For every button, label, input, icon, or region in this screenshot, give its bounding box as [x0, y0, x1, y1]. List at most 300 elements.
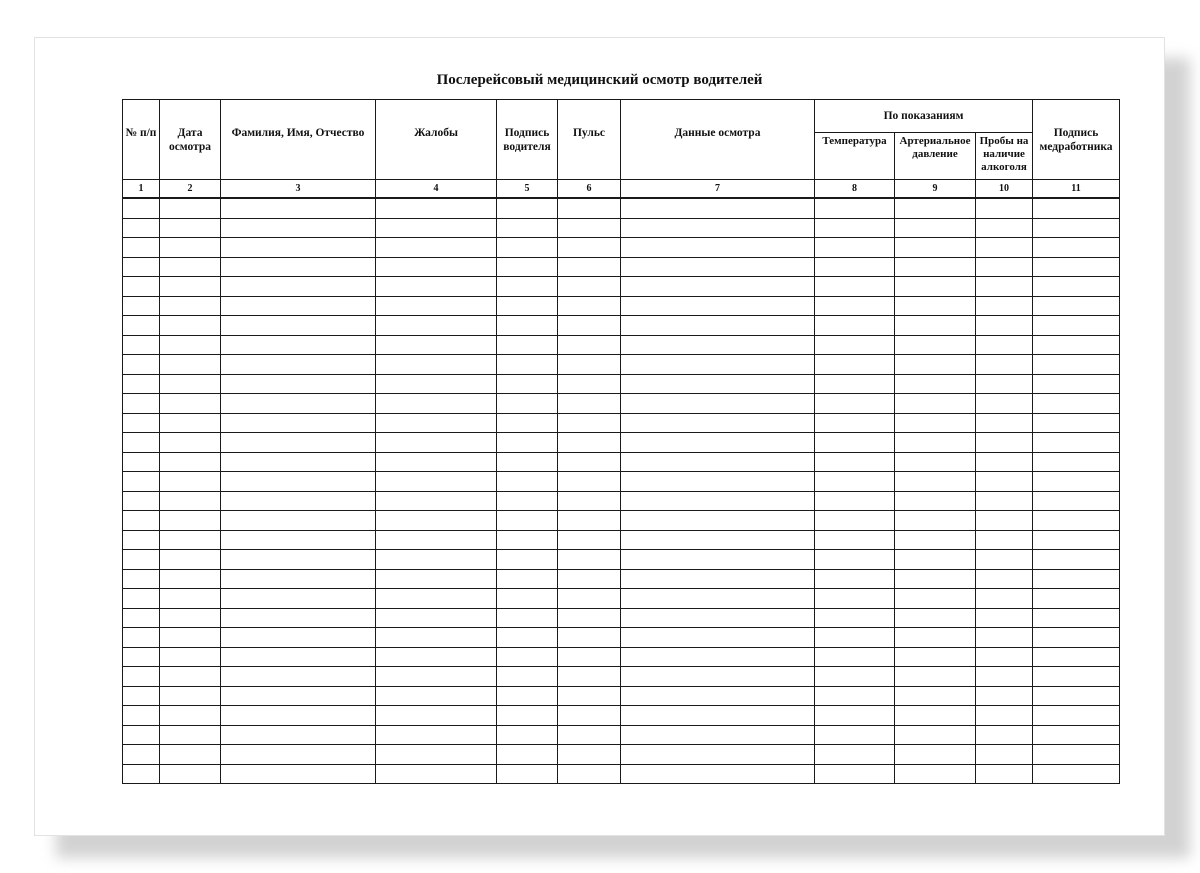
empty-cell[interactable] — [895, 628, 976, 648]
empty-cell[interactable] — [221, 296, 376, 316]
empty-cell[interactable] — [895, 686, 976, 706]
empty-cell[interactable] — [376, 355, 497, 375]
empty-cell[interactable] — [221, 413, 376, 433]
empty-cell[interactable] — [558, 725, 621, 745]
empty-cell[interactable] — [221, 589, 376, 609]
empty-cell[interactable] — [976, 764, 1033, 784]
empty-cell[interactable] — [376, 316, 497, 336]
empty-cell[interactable] — [1033, 472, 1120, 492]
empty-cell[interactable] — [558, 394, 621, 414]
empty-cell[interactable] — [123, 608, 160, 628]
empty-cell[interactable] — [815, 198, 895, 218]
empty-cell[interactable] — [376, 764, 497, 784]
empty-cell[interactable] — [976, 238, 1033, 258]
empty-cell[interactable] — [376, 667, 497, 687]
empty-cell[interactable] — [160, 550, 221, 570]
empty-cell[interactable] — [123, 628, 160, 648]
empty-cell[interactable] — [1033, 667, 1120, 687]
empty-cell[interactable] — [558, 647, 621, 667]
empty-cell[interactable] — [1033, 296, 1120, 316]
empty-cell[interactable] — [376, 550, 497, 570]
empty-cell[interactable] — [221, 198, 376, 218]
empty-cell[interactable] — [558, 257, 621, 277]
empty-cell[interactable] — [497, 491, 558, 511]
empty-cell[interactable] — [815, 569, 895, 589]
empty-cell[interactable] — [895, 452, 976, 472]
empty-cell[interactable] — [558, 218, 621, 238]
empty-cell[interactable] — [1033, 550, 1120, 570]
empty-cell[interactable] — [123, 745, 160, 765]
empty-cell[interactable] — [221, 394, 376, 414]
empty-cell[interactable] — [621, 335, 815, 355]
empty-cell[interactable] — [621, 667, 815, 687]
empty-cell[interactable] — [621, 355, 815, 375]
empty-cell[interactable] — [123, 491, 160, 511]
empty-cell[interactable] — [497, 647, 558, 667]
empty-cell[interactable] — [160, 647, 221, 667]
empty-cell[interactable] — [621, 745, 815, 765]
empty-cell[interactable] — [497, 608, 558, 628]
empty-cell[interactable] — [160, 569, 221, 589]
empty-cell[interactable] — [815, 277, 895, 297]
empty-cell[interactable] — [558, 628, 621, 648]
empty-cell[interactable] — [1033, 530, 1120, 550]
empty-cell[interactable] — [976, 335, 1033, 355]
empty-cell[interactable] — [558, 472, 621, 492]
empty-cell[interactable] — [376, 413, 497, 433]
empty-cell[interactable] — [621, 491, 815, 511]
empty-cell[interactable] — [160, 452, 221, 472]
empty-cell[interactable] — [497, 628, 558, 648]
empty-cell[interactable] — [621, 550, 815, 570]
empty-cell[interactable] — [497, 374, 558, 394]
empty-cell[interactable] — [123, 725, 160, 745]
empty-cell[interactable] — [123, 257, 160, 277]
empty-cell[interactable] — [621, 569, 815, 589]
empty-cell[interactable] — [895, 355, 976, 375]
empty-cell[interactable] — [895, 511, 976, 531]
empty-cell[interactable] — [815, 550, 895, 570]
empty-cell[interactable] — [376, 569, 497, 589]
empty-cell[interactable] — [621, 725, 815, 745]
empty-cell[interactable] — [895, 257, 976, 277]
empty-cell[interactable] — [497, 413, 558, 433]
empty-cell[interactable] — [497, 452, 558, 472]
empty-cell[interactable] — [123, 198, 160, 218]
empty-cell[interactable] — [815, 433, 895, 453]
empty-cell[interactable] — [376, 452, 497, 472]
empty-cell[interactable] — [558, 706, 621, 726]
empty-cell[interactable] — [621, 198, 815, 218]
empty-cell[interactable] — [621, 628, 815, 648]
empty-cell[interactable] — [895, 198, 976, 218]
empty-cell[interactable] — [976, 511, 1033, 531]
empty-cell[interactable] — [976, 608, 1033, 628]
empty-cell[interactable] — [1033, 764, 1120, 784]
empty-cell[interactable] — [123, 277, 160, 297]
empty-cell[interactable] — [558, 296, 621, 316]
empty-cell[interactable] — [1033, 452, 1120, 472]
empty-cell[interactable] — [221, 530, 376, 550]
empty-cell[interactable] — [815, 628, 895, 648]
empty-cell[interactable] — [497, 589, 558, 609]
empty-cell[interactable] — [221, 511, 376, 531]
empty-cell[interactable] — [558, 511, 621, 531]
empty-cell[interactable] — [815, 238, 895, 258]
empty-cell[interactable] — [123, 589, 160, 609]
empty-cell[interactable] — [221, 355, 376, 375]
empty-cell[interactable] — [895, 433, 976, 453]
empty-cell[interactable] — [895, 550, 976, 570]
empty-cell[interactable] — [815, 355, 895, 375]
empty-cell[interactable] — [123, 452, 160, 472]
empty-cell[interactable] — [621, 511, 815, 531]
empty-cell[interactable] — [497, 433, 558, 453]
empty-cell[interactable] — [221, 706, 376, 726]
empty-cell[interactable] — [895, 472, 976, 492]
empty-cell[interactable] — [497, 296, 558, 316]
empty-cell[interactable] — [160, 257, 221, 277]
empty-cell[interactable] — [895, 335, 976, 355]
empty-cell[interactable] — [497, 667, 558, 687]
empty-cell[interactable] — [160, 706, 221, 726]
empty-cell[interactable] — [376, 433, 497, 453]
empty-cell[interactable] — [815, 725, 895, 745]
empty-cell[interactable] — [221, 277, 376, 297]
empty-cell[interactable] — [221, 316, 376, 336]
empty-cell[interactable] — [376, 511, 497, 531]
empty-cell[interactable] — [160, 764, 221, 784]
empty-cell[interactable] — [976, 589, 1033, 609]
empty-cell[interactable] — [123, 667, 160, 687]
empty-cell[interactable] — [221, 764, 376, 784]
empty-cell[interactable] — [497, 550, 558, 570]
empty-cell[interactable] — [1033, 433, 1120, 453]
empty-cell[interactable] — [558, 667, 621, 687]
empty-cell[interactable] — [123, 530, 160, 550]
empty-cell[interactable] — [376, 647, 497, 667]
empty-cell[interactable] — [976, 374, 1033, 394]
empty-cell[interactable] — [160, 316, 221, 336]
empty-cell[interactable] — [123, 764, 160, 784]
empty-cell[interactable] — [497, 335, 558, 355]
empty-cell[interactable] — [558, 764, 621, 784]
empty-cell[interactable] — [123, 335, 160, 355]
empty-cell[interactable] — [976, 452, 1033, 472]
empty-cell[interactable] — [497, 277, 558, 297]
empty-cell[interactable] — [621, 433, 815, 453]
empty-cell[interactable] — [815, 296, 895, 316]
empty-cell[interactable] — [558, 316, 621, 336]
empty-cell[interactable] — [815, 413, 895, 433]
empty-cell[interactable] — [160, 394, 221, 414]
empty-cell[interactable] — [221, 745, 376, 765]
empty-cell[interactable] — [160, 667, 221, 687]
empty-cell[interactable] — [497, 511, 558, 531]
empty-cell[interactable] — [1033, 589, 1120, 609]
empty-cell[interactable] — [123, 238, 160, 258]
empty-cell[interactable] — [815, 745, 895, 765]
empty-cell[interactable] — [895, 530, 976, 550]
empty-cell[interactable] — [558, 745, 621, 765]
empty-cell[interactable] — [558, 198, 621, 218]
empty-cell[interactable] — [160, 628, 221, 648]
empty-cell[interactable] — [976, 667, 1033, 687]
empty-cell[interactable] — [160, 589, 221, 609]
empty-cell[interactable] — [558, 530, 621, 550]
empty-cell[interactable] — [1033, 238, 1120, 258]
empty-cell[interactable] — [497, 316, 558, 336]
empty-cell[interactable] — [123, 355, 160, 375]
empty-cell[interactable] — [376, 238, 497, 258]
empty-cell[interactable] — [376, 706, 497, 726]
empty-cell[interactable] — [1033, 491, 1120, 511]
empty-cell[interactable] — [558, 238, 621, 258]
empty-cell[interactable] — [221, 686, 376, 706]
empty-cell[interactable] — [621, 706, 815, 726]
empty-cell[interactable] — [376, 608, 497, 628]
empty-cell[interactable] — [895, 608, 976, 628]
empty-cell[interactable] — [123, 433, 160, 453]
empty-cell[interactable] — [221, 725, 376, 745]
empty-cell[interactable] — [160, 686, 221, 706]
empty-cell[interactable] — [815, 394, 895, 414]
empty-cell[interactable] — [621, 530, 815, 550]
empty-cell[interactable] — [558, 491, 621, 511]
empty-cell[interactable] — [976, 218, 1033, 238]
empty-cell[interactable] — [123, 647, 160, 667]
empty-cell[interactable] — [621, 413, 815, 433]
empty-cell[interactable] — [123, 413, 160, 433]
empty-cell[interactable] — [376, 589, 497, 609]
empty-cell[interactable] — [221, 569, 376, 589]
empty-cell[interactable] — [376, 277, 497, 297]
empty-cell[interactable] — [376, 257, 497, 277]
empty-cell[interactable] — [815, 452, 895, 472]
empty-cell[interactable] — [160, 413, 221, 433]
empty-cell[interactable] — [976, 686, 1033, 706]
empty-cell[interactable] — [221, 374, 376, 394]
empty-cell[interactable] — [376, 725, 497, 745]
empty-cell[interactable] — [160, 277, 221, 297]
empty-cell[interactable] — [160, 218, 221, 238]
empty-cell[interactable] — [558, 569, 621, 589]
empty-cell[interactable] — [123, 550, 160, 570]
empty-cell[interactable] — [815, 374, 895, 394]
empty-cell[interactable] — [895, 218, 976, 238]
empty-cell[interactable] — [895, 413, 976, 433]
empty-cell[interactable] — [160, 374, 221, 394]
empty-cell[interactable] — [376, 686, 497, 706]
empty-cell[interactable] — [497, 745, 558, 765]
empty-cell[interactable] — [221, 667, 376, 687]
empty-cell[interactable] — [815, 706, 895, 726]
empty-cell[interactable] — [160, 238, 221, 258]
empty-cell[interactable] — [221, 608, 376, 628]
empty-cell[interactable] — [123, 218, 160, 238]
empty-cell[interactable] — [376, 296, 497, 316]
empty-cell[interactable] — [1033, 257, 1120, 277]
empty-cell[interactable] — [558, 608, 621, 628]
empty-cell[interactable] — [815, 511, 895, 531]
empty-cell[interactable] — [376, 335, 497, 355]
empty-cell[interactable] — [497, 198, 558, 218]
empty-cell[interactable] — [497, 472, 558, 492]
empty-cell[interactable] — [376, 218, 497, 238]
empty-cell[interactable] — [621, 277, 815, 297]
empty-cell[interactable] — [976, 355, 1033, 375]
empty-cell[interactable] — [976, 725, 1033, 745]
empty-cell[interactable] — [895, 296, 976, 316]
empty-cell[interactable] — [1033, 725, 1120, 745]
empty-cell[interactable] — [895, 277, 976, 297]
empty-cell[interactable] — [976, 394, 1033, 414]
empty-cell[interactable] — [1033, 277, 1120, 297]
empty-cell[interactable] — [895, 745, 976, 765]
empty-cell[interactable] — [160, 335, 221, 355]
empty-cell[interactable] — [497, 238, 558, 258]
empty-cell[interactable] — [895, 764, 976, 784]
empty-cell[interactable] — [123, 569, 160, 589]
empty-cell[interactable] — [160, 433, 221, 453]
empty-cell[interactable] — [815, 316, 895, 336]
empty-cell[interactable] — [558, 413, 621, 433]
empty-cell[interactable] — [221, 238, 376, 258]
empty-cell[interactable] — [815, 491, 895, 511]
empty-cell[interactable] — [160, 355, 221, 375]
empty-cell[interactable] — [1033, 218, 1120, 238]
empty-cell[interactable] — [895, 589, 976, 609]
empty-cell[interactable] — [558, 335, 621, 355]
empty-cell[interactable] — [376, 198, 497, 218]
empty-cell[interactable] — [160, 491, 221, 511]
empty-cell[interactable] — [558, 452, 621, 472]
empty-cell[interactable] — [160, 198, 221, 218]
empty-cell[interactable] — [976, 569, 1033, 589]
empty-cell[interactable] — [558, 686, 621, 706]
empty-cell[interactable] — [221, 257, 376, 277]
empty-cell[interactable] — [123, 472, 160, 492]
empty-cell[interactable] — [497, 569, 558, 589]
empty-cell[interactable] — [976, 706, 1033, 726]
empty-cell[interactable] — [123, 706, 160, 726]
empty-cell[interactable] — [376, 394, 497, 414]
empty-cell[interactable] — [376, 530, 497, 550]
empty-cell[interactable] — [976, 530, 1033, 550]
empty-cell[interactable] — [123, 511, 160, 531]
empty-cell[interactable] — [123, 394, 160, 414]
empty-cell[interactable] — [221, 335, 376, 355]
empty-cell[interactable] — [815, 686, 895, 706]
empty-cell[interactable] — [497, 355, 558, 375]
empty-cell[interactable] — [558, 374, 621, 394]
empty-cell[interactable] — [621, 608, 815, 628]
empty-cell[interactable] — [976, 491, 1033, 511]
empty-cell[interactable] — [558, 355, 621, 375]
empty-cell[interactable] — [976, 745, 1033, 765]
empty-cell[interactable] — [497, 218, 558, 238]
empty-cell[interactable] — [815, 335, 895, 355]
empty-cell[interactable] — [160, 530, 221, 550]
empty-cell[interactable] — [221, 628, 376, 648]
empty-cell[interactable] — [221, 433, 376, 453]
empty-cell[interactable] — [621, 452, 815, 472]
empty-cell[interactable] — [1033, 511, 1120, 531]
empty-cell[interactable] — [221, 472, 376, 492]
empty-cell[interactable] — [621, 764, 815, 784]
empty-cell[interactable] — [895, 491, 976, 511]
empty-cell[interactable] — [1033, 608, 1120, 628]
empty-cell[interactable] — [123, 374, 160, 394]
empty-cell[interactable] — [558, 433, 621, 453]
empty-cell[interactable] — [976, 413, 1033, 433]
empty-cell[interactable] — [815, 589, 895, 609]
empty-cell[interactable] — [976, 472, 1033, 492]
empty-cell[interactable] — [1033, 355, 1120, 375]
empty-cell[interactable] — [895, 238, 976, 258]
empty-cell[interactable] — [221, 452, 376, 472]
empty-cell[interactable] — [376, 472, 497, 492]
empty-cell[interactable] — [1033, 686, 1120, 706]
empty-cell[interactable] — [160, 511, 221, 531]
empty-cell[interactable] — [497, 764, 558, 784]
empty-cell[interactable] — [497, 257, 558, 277]
empty-cell[interactable] — [815, 764, 895, 784]
empty-cell[interactable] — [160, 745, 221, 765]
empty-cell[interactable] — [160, 608, 221, 628]
empty-cell[interactable] — [895, 569, 976, 589]
empty-cell[interactable] — [123, 296, 160, 316]
empty-cell[interactable] — [376, 374, 497, 394]
empty-cell[interactable] — [558, 277, 621, 297]
empty-cell[interactable] — [497, 706, 558, 726]
empty-cell[interactable] — [621, 257, 815, 277]
empty-cell[interactable] — [1033, 316, 1120, 336]
empty-cell[interactable] — [621, 316, 815, 336]
empty-cell[interactable] — [621, 218, 815, 238]
empty-cell[interactable] — [976, 296, 1033, 316]
empty-cell[interactable] — [621, 472, 815, 492]
empty-cell[interactable] — [976, 433, 1033, 453]
empty-cell[interactable] — [376, 745, 497, 765]
empty-cell[interactable] — [895, 725, 976, 745]
empty-cell[interactable] — [497, 725, 558, 745]
empty-cell[interactable] — [976, 550, 1033, 570]
empty-cell[interactable] — [976, 316, 1033, 336]
empty-cell[interactable] — [376, 628, 497, 648]
empty-cell[interactable] — [221, 218, 376, 238]
empty-cell[interactable] — [123, 316, 160, 336]
empty-cell[interactable] — [815, 257, 895, 277]
empty-cell[interactable] — [976, 277, 1033, 297]
empty-cell[interactable] — [497, 394, 558, 414]
empty-cell[interactable] — [558, 550, 621, 570]
empty-cell[interactable] — [621, 589, 815, 609]
empty-cell[interactable] — [160, 725, 221, 745]
empty-cell[interactable] — [621, 238, 815, 258]
empty-cell[interactable] — [1033, 628, 1120, 648]
empty-cell[interactable] — [497, 530, 558, 550]
empty-cell[interactable] — [815, 218, 895, 238]
empty-cell[interactable] — [1033, 647, 1120, 667]
empty-cell[interactable] — [160, 296, 221, 316]
empty-cell[interactable] — [621, 647, 815, 667]
empty-cell[interactable] — [621, 374, 815, 394]
empty-cell[interactable] — [895, 316, 976, 336]
empty-cell[interactable] — [621, 394, 815, 414]
empty-cell[interactable] — [976, 628, 1033, 648]
empty-cell[interactable] — [815, 647, 895, 667]
